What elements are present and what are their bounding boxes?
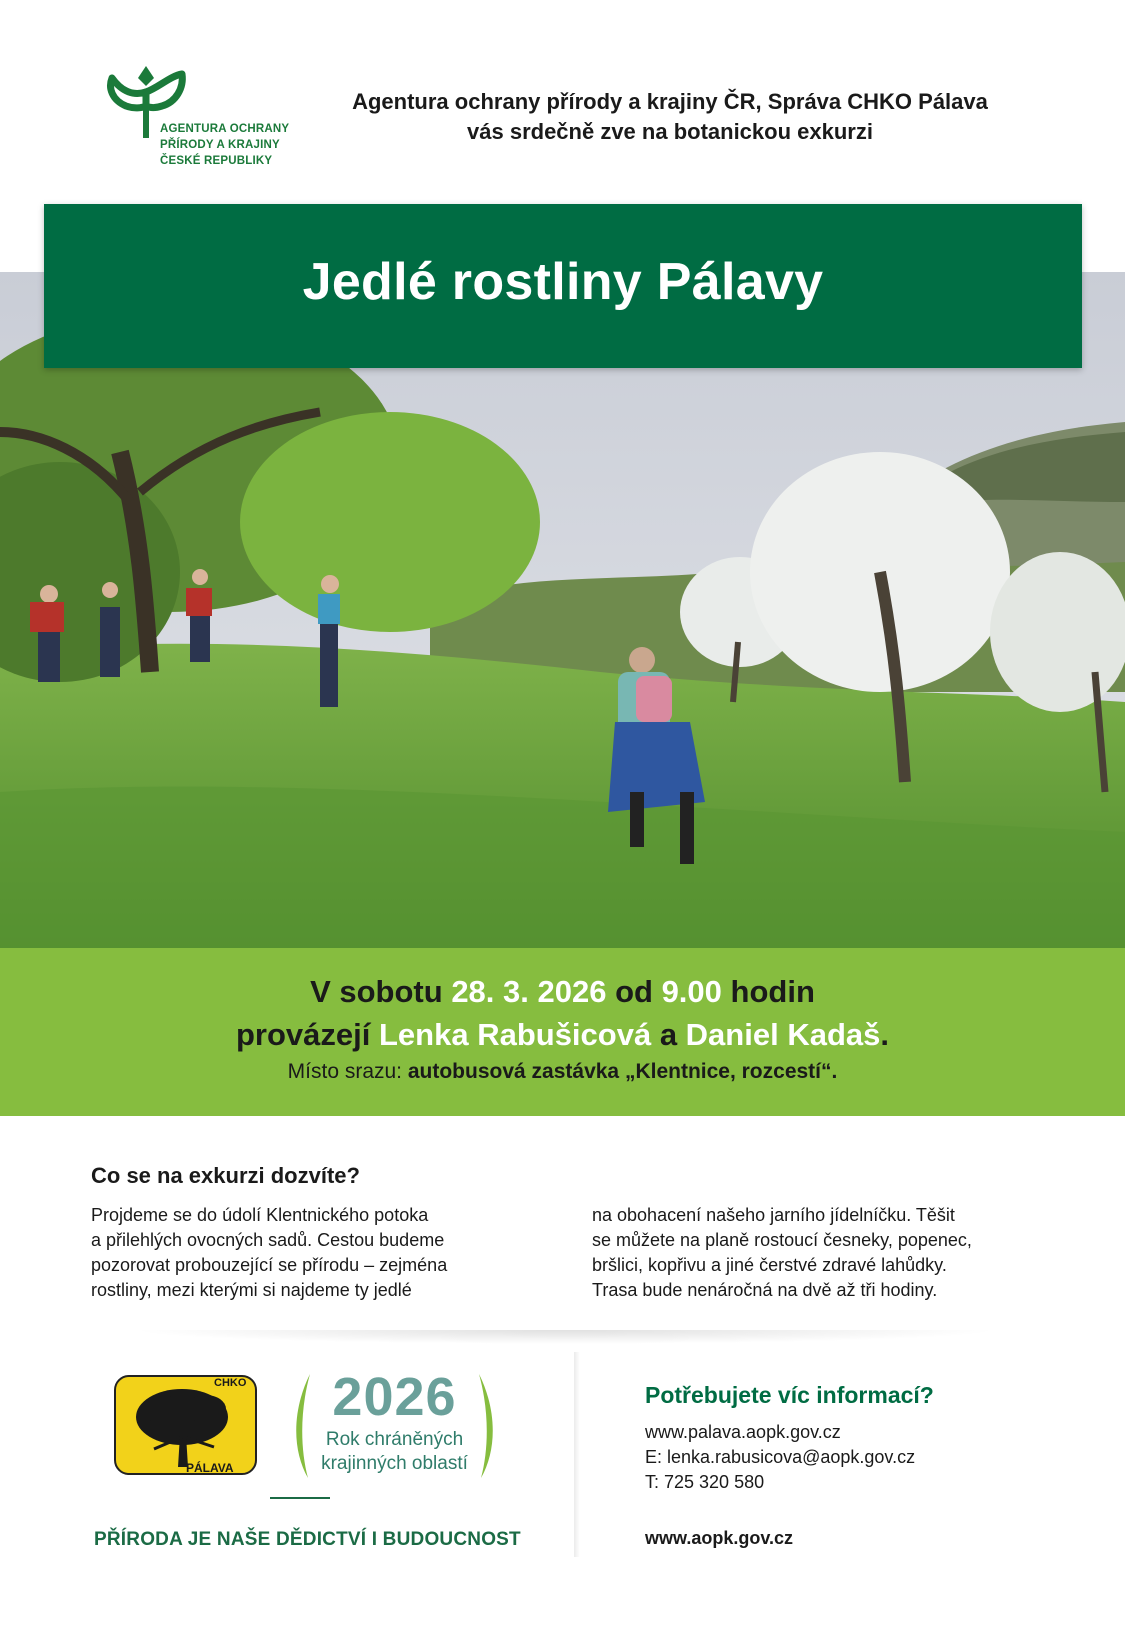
about-line: rostliny, mezi kterými si najdeme ty jedlé [91,1280,412,1300]
meadow-illustration [0,272,1125,948]
chko-bottom-text: PÁLAVA [186,1461,234,1475]
main-website-link[interactable]: www.aopk.gov.cz [645,1528,794,1548]
footer-divider [574,1352,580,1557]
title-banner [44,204,1082,368]
about-line: pozorovat probouzející se přírodu – zejména [91,1255,448,1275]
logo-line: AGENTURA OCHRANY [160,123,290,135]
aopk-logo-text [160,121,310,169]
about-line: Trasa bude nenáročná na dvě až tři hodiny. [592,1280,938,1300]
year-caption-line: krajinných oblastí [321,1453,468,1474]
year-number: 2026 [332,1367,457,1427]
guides-end: . [880,1017,889,1052]
chko-palava-logo [114,1375,257,1475]
event-date-line [0,974,1125,1010]
about-column-2 [592,1203,1012,1303]
year-2026-logo [292,1367,497,1490]
time-prefix: od [606,974,662,1009]
about-title: Co se na exkurzi dozvíte? [91,1163,360,1188]
event-details-band [0,948,1125,1116]
motto-rule [270,1497,330,1499]
header-line-1: Agentura ochrany přírody a krajiny ČR, Správa CHKO Pálava [352,89,988,114]
guides-prefix: provázejí [235,1017,379,1052]
guides-and: a [651,1017,686,1052]
event-guides-line [0,1017,1125,1053]
info-website-link[interactable]: www.palava.aopk.gov.cz [645,1422,841,1442]
about-line: a přilehlých ovocných sadů. Cestou budeme [91,1230,445,1250]
hero-photo [0,272,1125,948]
date-prefix: V sobotu [310,974,452,1009]
about-line: na obohacení našeho jarního jídelníčku. Těšit [592,1205,955,1225]
time-suffix: hodin [721,974,815,1009]
event-date: 28. 3. 2026 [451,974,607,1009]
header-invitation [330,87,1010,147]
year-caption [292,1428,497,1476]
meeting-point-line [0,1060,1125,1084]
event-title: Jedlé rostliny Pálavy [302,253,824,311]
motto: PŘÍRODA JE NAŠE DĚDICTVÍ I BUDOUCNOST [94,1529,521,1550]
about-line: bršlici, kopřivu a jiné čerstvé zdravé lahůdky. [592,1255,947,1275]
about-column-1 [91,1203,511,1303]
chko-top-text: CHKO [214,1377,247,1389]
event-time: 9.00 [661,974,722,1009]
about-line: se můžete na planě rostoucí česneky, popenec, [592,1230,972,1250]
header-line-2: vás srdečně zve na botanickou exkurzi [467,119,873,144]
year-caption-line: Rok chráněných [325,1429,464,1450]
info-email-link[interactable]: E: lenka.rabusicova@aopk.gov.cz [645,1447,916,1467]
guide-1: Lenka Rabušicová [378,1017,652,1052]
tree-icon [114,1375,257,1475]
about-line: Projdeme se do údolí Klentnického potoka [91,1205,429,1225]
section-divider [130,1330,1000,1344]
logo-line: PŘÍRODY A KRAJINY [160,139,280,151]
logo-line: ČESKÉ REPUBLIKY [160,155,273,167]
info-phone: T: 725 320 580 [645,1472,765,1492]
guide-2: Daniel Kadaš [685,1017,881,1052]
meeting-place: autobusová zastávka „Klentnice, rozcestí“. [407,1060,838,1083]
meeting-label: Místo srazu: [287,1060,408,1083]
info-title: Potřebujete víc informací? [645,1382,934,1408]
